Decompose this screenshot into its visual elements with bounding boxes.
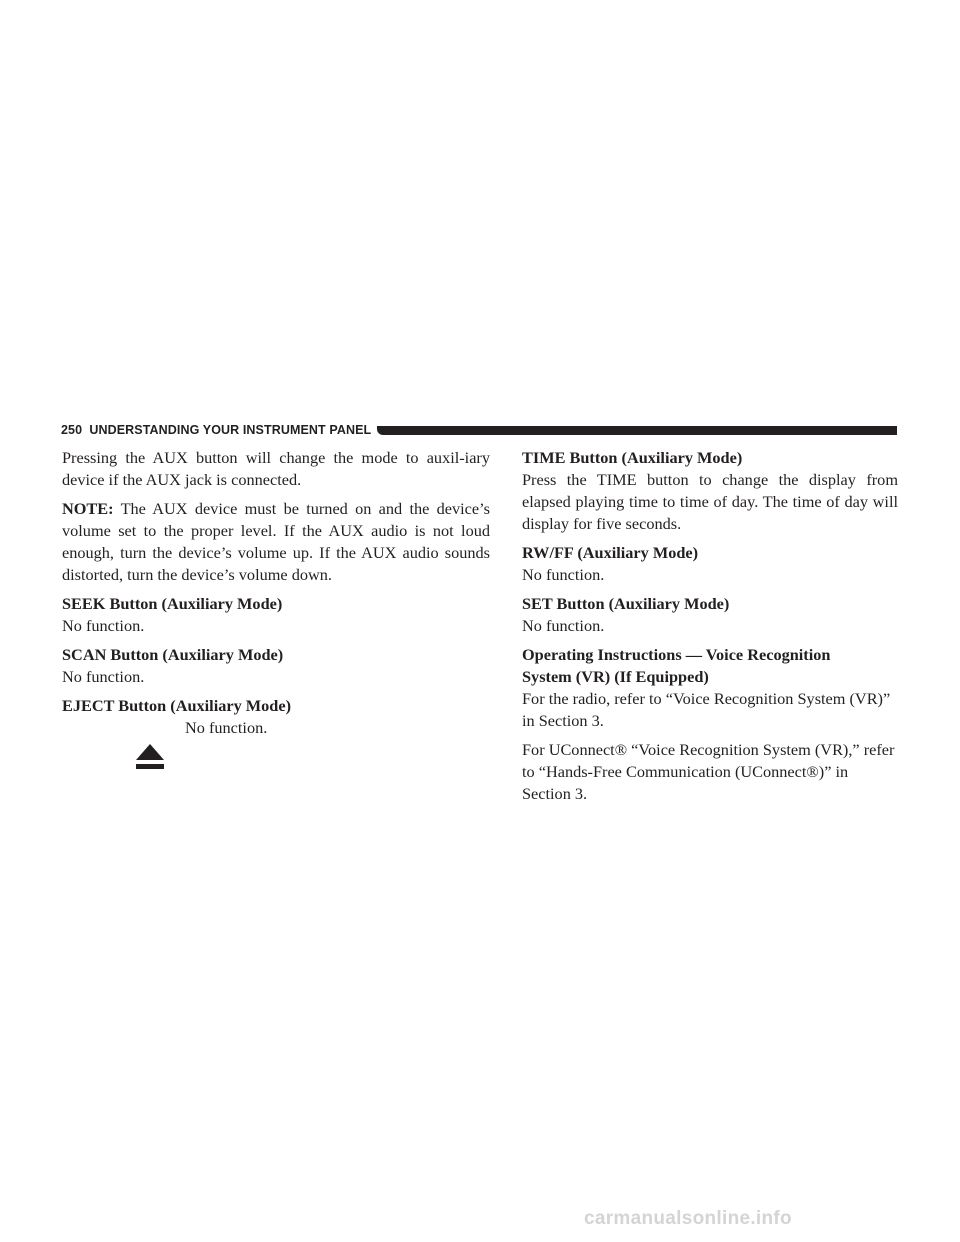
vr-heading-line1: Operating Instructions — Voice Recognition [522,645,831,664]
left-column [62,447,490,755]
vr-heading-line2: System (VR) (If Equipped) [522,667,709,686]
rwff-heading: RW/FF (Auxiliary Mode) [522,543,699,562]
seek-section [62,593,490,637]
page-header [61,422,897,438]
vr-section [522,644,898,732]
scan-section [62,644,490,688]
seek-text: No function. [62,616,145,635]
header-rule [377,426,897,435]
note-paragraph [62,498,490,586]
set-heading: SET Button (Auxiliary Mode) [522,594,730,613]
uconnect-paragraph: For UConnect® “Voice Recognition System (VR),” refer to “Hands-Free Communication (UConnect®)” in Section 3. [522,740,895,803]
rwff-section [522,542,898,586]
scan-text: No function. [62,667,145,686]
set-section [522,593,898,637]
set-text: No function. [522,616,605,635]
note-text: The AUX device must be turned on and the device’s volume set to the proper level. If the AUX audio is not loud enough, turn the device’s volume up. If the AUX audio sounds distorted, turn the device’s volume down. [62,499,490,584]
time-section [522,447,898,535]
eject-text: No function. [185,718,268,737]
section-title: UNDERSTANDING YOUR INSTRUMENT PANEL [89,423,372,437]
eject-section [62,695,490,755]
watermark: carmanualsonline.info [584,1208,792,1229]
time-text: Press the TIME button to change the display from elapsed playing time to time of day. The time of day will display for five seconds. [522,470,898,533]
intro-paragraph: Pressing the AUX button will change the mode to auxil-iary device if the AUX jack is connected. [62,448,490,489]
right-column [522,447,898,805]
scan-heading: SCAN Button (Auxiliary Mode) [62,645,284,664]
note-label: NOTE: [62,499,114,518]
rwff-text: No function. [522,565,605,584]
page-number: 250 [61,423,83,437]
time-heading: TIME Button (Auxiliary Mode) [522,448,743,467]
eject-icon [135,743,165,771]
seek-heading: SEEK Button (Auxiliary Mode) [62,594,283,613]
eject-heading: EJECT Button (Auxiliary Mode) [62,696,292,715]
vr-text: For the radio, refer to “Voice Recognition System (VR)” in Section 3. [522,689,891,730]
header-text [61,423,371,437]
